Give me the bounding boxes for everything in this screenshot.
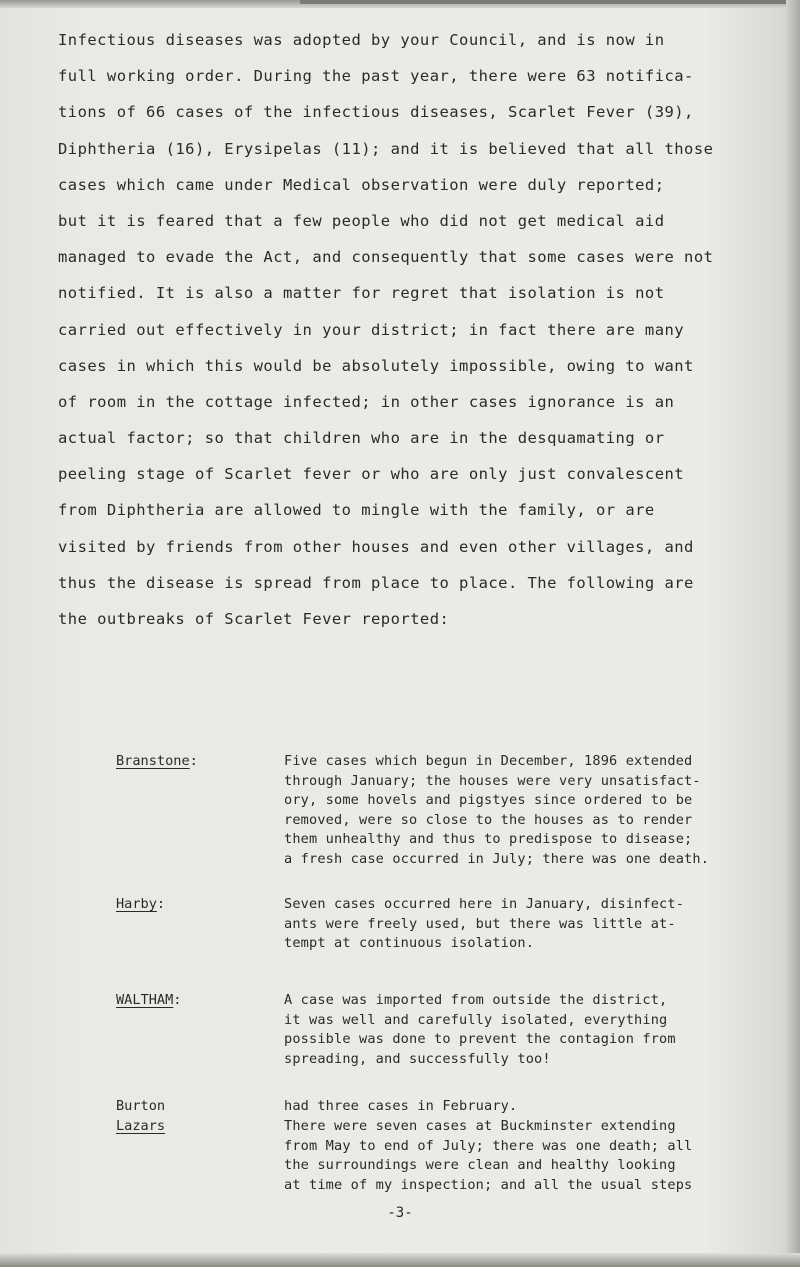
outbreak-place-label: WALTHAM: (116, 992, 182, 1008)
paragraph-line: tions of 66 cases of the infectious diseases, Scarlet Fever (39), (58, 103, 694, 122)
outbreak-line: at time of my inspection; and all the usual steps (284, 1176, 693, 1193)
outbreak-waltham (116, 991, 776, 1077)
paragraph-line: visited by friends from other houses and even other villages, and (58, 537, 694, 556)
outbreak-description (284, 1097, 776, 1117)
paragraph-line: but it is feared that a few people who did not get medical aid (58, 211, 665, 230)
outbreak-line: ants were freely used, but there was little at- (284, 915, 676, 932)
outbreak-branstone (116, 752, 776, 869)
outbreak-harby (116, 895, 776, 989)
paragraph-line: Diphtheria (16), Erysipelas (11); and it is believed that all those (58, 139, 714, 158)
paragraph-line: cases which came under Medical observation were duly reported; (58, 175, 665, 194)
paragraph-line: full working order. During the past year, there were 63 notifica- (58, 67, 694, 86)
paragraph-line: from Diphtheria are allowed to mingle with the family, or are (58, 501, 655, 520)
outbreak-line: the surroundings were clean and healthy looking (284, 1157, 676, 1173)
outbreak-line: A case was imported from outside the district, (284, 992, 668, 1008)
outbreak-description (284, 752, 776, 869)
outbreak-place-label: Branstone: (116, 753, 198, 769)
outbreak-line: through January; the houses were very unsatisfact- (284, 772, 701, 789)
paragraph-line: Infectious diseases was adopted by your Council, and is now in (58, 31, 665, 49)
paragraph-line: the outbreaks of Scarlet Fever reported: (58, 610, 450, 628)
scan-bottom-edge (0, 1253, 800, 1267)
body-paragraph (58, 22, 770, 637)
paragraph-line: thus the disease is spread from place to place. The following are (58, 573, 694, 592)
outbreaks-list (116, 752, 776, 1195)
outbreak-line: possible was done to prevent the contagion from (284, 1031, 676, 1047)
outbreak-lazars (116, 1117, 776, 1195)
scan-right-edge (786, 0, 800, 1267)
scan-top-shadow (300, 0, 800, 4)
outbreak-line: ory, some hovels and pigstyes since ordered to be (284, 792, 693, 808)
outbreak-place-label: Burton (116, 1098, 166, 1114)
outbreak-description (284, 895, 776, 954)
outbreak-line: a fresh case occurred in July; there was one death. (284, 850, 710, 867)
paragraph-line: notified. It is also a matter for regret that isolation is not (58, 284, 665, 303)
outbreak-burton (116, 1097, 776, 1117)
outbreak-description (284, 1117, 776, 1195)
outbreak-line: spreading, and successfully too! (284, 1050, 551, 1067)
outbreak-line: Seven cases occurred here in January, disinfect- (284, 896, 685, 912)
outbreak-line: Five cases which begun in December, 1896 extended (284, 753, 693, 769)
outbreak-line: removed, were so close to the houses as to render (284, 811, 693, 828)
outbreak-line: from May to end of July; there was one death; all (284, 1137, 693, 1154)
outbreak-line: There were seven cases at Buckminster extending (284, 1118, 676, 1134)
outbreak-line: tempt at continuous isolation. (284, 935, 535, 951)
paragraph-line: actual factor; so that children who are in the desquamating or (58, 429, 665, 448)
outbreak-line: them unhealthy and thus to predispose to disease; (284, 831, 693, 847)
outbreak-line: it was well and carefully isolated, everything (284, 1011, 668, 1028)
outbreak-line: had three cases in February. (284, 1098, 518, 1114)
outbreak-place-label: Lazars (116, 1118, 166, 1134)
paragraph-line: peeling stage of Scarlet fever or who are only just convalescent (58, 465, 685, 484)
paragraph-line: of room in the cottage infected; in other cases ignorance is an (58, 392, 675, 411)
paragraph-line: managed to evade the Act, and consequently that some cases were not (58, 248, 714, 267)
paragraph-line: cases in which this would be absolutely impossible, owing to want (58, 356, 694, 375)
outbreak-description (284, 991, 776, 1069)
paragraph-line: carried out effectively in your district; in fact there are many (58, 320, 685, 339)
page-number: -3- (387, 1205, 413, 1221)
outbreak-place-label: Harby: (116, 896, 166, 912)
